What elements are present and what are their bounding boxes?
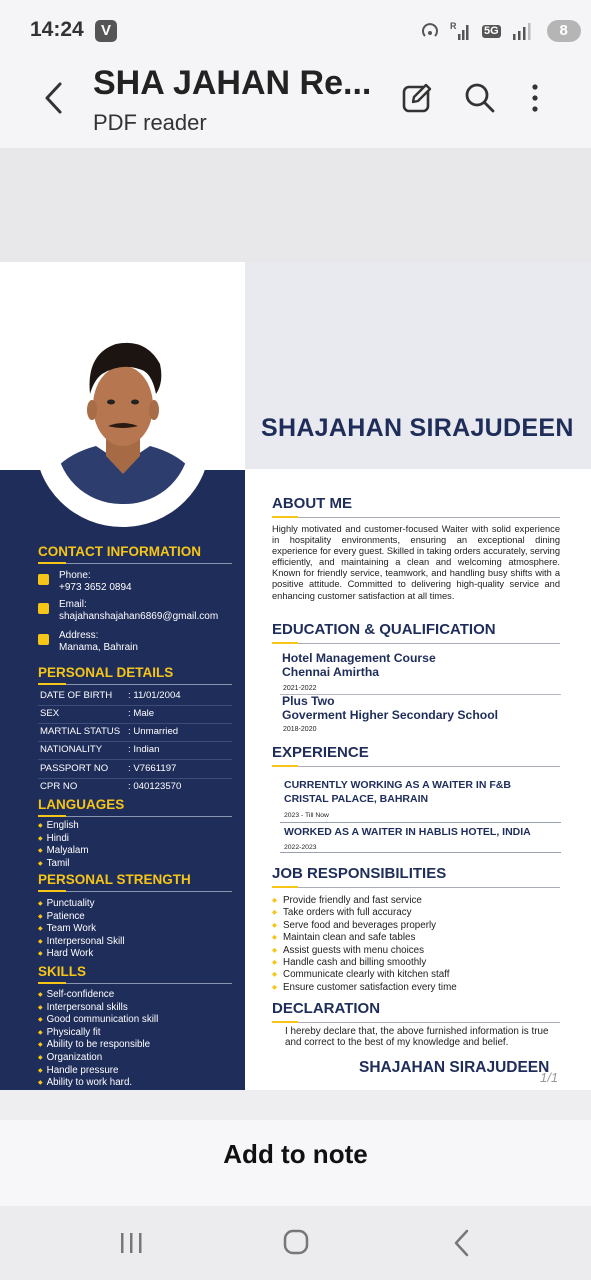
job-responsibilities-heading: JOB RESPONSIBILITIES <box>272 865 447 882</box>
detail-row: DATE OF BIRTH : 11/01/2004 <box>40 690 181 701</box>
detail-row: PASSPORT NO : V7661197 <box>40 763 177 774</box>
list-item: ◆ Handle cash and billing smoothly <box>272 957 457 969</box>
languages-list <box>38 820 89 870</box>
add-to-note-bar <box>0 1120 591 1206</box>
list-item: ◆ Assist guests with menu choices <box>272 945 457 957</box>
divider <box>38 705 232 706</box>
divider <box>38 759 232 760</box>
divider <box>280 822 561 823</box>
list-item: ◆ Physically fit <box>38 1027 158 1040</box>
divider <box>38 891 232 892</box>
back-arrow-icon[interactable] <box>36 78 76 118</box>
home-icon[interactable] <box>278 1228 314 1258</box>
declaration-heading: DECLARATION <box>272 1000 381 1017</box>
education-heading: EDUCATION & QUALIFICATION <box>272 621 496 638</box>
skills-list <box>38 989 158 1090</box>
list-item: ◆ Organization <box>38 1052 158 1065</box>
detail-row: SEX : Male <box>40 708 155 719</box>
list-item: ◆ Hindi <box>38 833 89 846</box>
job-responsibilities-list <box>272 895 457 994</box>
divider <box>38 778 232 779</box>
signature-name: SHAJAHAN SIRAJUDEEN <box>359 1059 550 1076</box>
list-item: ◆ Serve food and beverages properly <box>272 920 457 932</box>
app-notification-badge: V <box>95 20 117 42</box>
document-subtitle: PDF reader <box>93 110 207 135</box>
declaration-text: I hereby declare that, the above furnished information is true and correct to the best of my knowledge and belief. <box>285 1026 549 1049</box>
skills-heading: SKILLS <box>38 964 87 979</box>
divider <box>38 741 232 742</box>
divider <box>38 684 232 685</box>
education-years: 2021-2022 <box>283 685 317 692</box>
list-item: ◆ Ability to be responsible <box>38 1039 158 1052</box>
document-title: SHA JAHAN Re... <box>93 64 372 102</box>
resume-name: SHAJAHAN SIRAJUDEEN <box>261 414 574 442</box>
list-item: ◆ Patience <box>38 911 125 924</box>
signal-roaming-icon <box>450 20 472 42</box>
personal-details-heading: PERSONAL DETAILS <box>38 665 174 680</box>
divider <box>38 563 232 564</box>
experience-years: 2022-2023 <box>284 844 317 851</box>
page-indicator: 1/1 <box>540 1070 559 1085</box>
experience-item: WORKED AS A WAITER IN HABLIS HOTEL, INDIA <box>284 826 531 838</box>
divider <box>38 983 232 984</box>
list-item: ◆ Hard Work <box>38 948 125 961</box>
app-header <box>0 60 591 148</box>
pdf-viewer-background <box>0 1090 591 1120</box>
pdf-page[interactable]: SHAJAHAN SIRAJUDEEN CONTACT INFORMATION Phone: +973 3652 0894 Email: shajahanshajahan6869@gmail.com Address: Manama, Bahrain PERSONAL DETAILS DATE OF BIRTH : 11/01/2004 SEX : Male MARTIAL STATUS : Unmarried NATIONALITY : Indian PASSPORT NO : V7661197 CPR NO : 040123570 LANGUAGES ◆ English ◆ Hindi ◆ Malyalam ◆ Tamil PERSONAL STRENGTH ◆ Punctuality ◆ Patience ◆ Team Work ◆ Interpersonal Skill ◆ Hard Work SKILLS ◆ Self-confidence ◆ Interpersonal skills ◆ Good communication skill ◆ Physically fit ◆ Ability to be responsible ◆ Organization ◆ Handle pressure ◆ Ability to work hard. ABOUT ME Highly motivated and customer-focused Waiter with solid experience in hospitality environments, ensuring an exceptional dining experience for every guest. Skilled in taking orders accurately, serving efficiently, and maintaining a clean and welcoming atmosphere. Known for friendly service, teamwork, and handling busy shifts with a positive attitude. Committed to delivering high-quality service and enhancing customer satisfaction at all times. EDUCATION & QUALIFICATION Hotel Management Course Chennai Amirtha 2021-2022 Plus Two Goverment Higher Secondary School 2018-2020 EXPERIENCE CURRENTLY WORKING AS A WAITER IN F&B CRISTAL PALACE, BAHRAIN 2023 - Till Now WORKED AS A WAITER IN HABLIS HOTEL, INDIA 2022-2023 JOB RESPONSIBILITIES ◆ Provide friendly and fast service ◆ Take orders with full accuracy ◆ Serve food and beverages properly ◆ Maintain clean and safe tables ◆ Assist guests with menu choices ◆ Handle cash and billing smoothly ◆ Communicate clearly with kitchen staff ◆ Ensure customer satisfaction every time DECLARATION I hereby declare that, the above furnished information is true and correct to the best of my knowledge and belief. SHAJAHAN SIRAJUDEEN 1/1 <box>0 262 591 1090</box>
education-item: Hotel Management Course Chennai Amirtha <box>282 651 436 679</box>
more-options-icon[interactable] <box>517 80 553 116</box>
location-icon <box>38 634 49 645</box>
list-item: ◆ Punctuality <box>38 898 125 911</box>
name-banner <box>245 262 591 469</box>
list-item: ◆ Self-confidence <box>38 989 158 1002</box>
divider <box>280 852 561 853</box>
divider <box>272 517 560 518</box>
list-item: ◆ Good communication skill <box>38 1014 158 1027</box>
status-bar <box>0 0 591 60</box>
divider <box>38 723 232 724</box>
list-item: ◆ Malyalam <box>38 845 89 858</box>
list-item: ◆ Take orders with full accuracy <box>272 907 457 919</box>
network-type: 5G <box>484 24 499 37</box>
detail-row: MARTIAL STATUS : Unmarried <box>40 726 179 737</box>
list-item: ◆ Handle pressure <box>38 1065 158 1078</box>
list-item: ◆ Interpersonal skills <box>38 1002 158 1015</box>
system-navigation-bar <box>0 1206 591 1280</box>
experience-item: CURRENTLY WORKING AS A WAITER IN F&B CRISTAL PALACE, BAHRAIN <box>284 779 511 805</box>
svg-text:R: R <box>450 21 457 31</box>
about-heading: ABOUT ME <box>272 495 352 512</box>
add-to-note-button[interactable]: Add to note <box>223 1139 368 1169</box>
divider <box>38 816 232 817</box>
languages-heading: LANGUAGES <box>38 797 125 812</box>
list-item: ◆ Maintain clean and safe tables <box>272 932 457 944</box>
list-item: ◆ Communicate clearly with kitchen staff <box>272 969 457 981</box>
profile-photo <box>56 314 190 504</box>
divider <box>272 643 560 644</box>
list-item: ◆ Team Work <box>38 923 125 936</box>
list-item: ◆ Tamil <box>38 858 89 871</box>
about-text: Highly motivated and customer-focused Waiter with solid experience in hospitality environments, ensuring an exceptional dining experience for every guest. Skilled in taking orders accurately, serving efficiently, and maintaining a clean and welcoming atmosphere. Known for friendly service, teamwork, and handling busy shifts with a positive attitude. Committed to delivering high-quality service and enhancing customer satisfaction at all times. <box>272 524 560 601</box>
phone-icon <box>38 574 49 585</box>
battery-indicator: 8 <box>547 20 581 42</box>
strength-list <box>38 898 125 961</box>
detail-row: NATIONALITY : Indian <box>40 744 160 755</box>
email-icon <box>38 603 49 614</box>
system-icons <box>420 18 581 44</box>
list-item: ◆ English <box>38 820 89 833</box>
back-nav-icon[interactable] <box>444 1228 480 1258</box>
divider <box>272 766 560 767</box>
contact-heading: CONTACT INFORMATION <box>38 544 201 559</box>
experience-years: 2023 - Till Now <box>284 812 329 819</box>
pdf-viewer-background <box>0 148 591 262</box>
recent-apps-icon[interactable] <box>113 1228 149 1258</box>
experience-heading: EXPERIENCE <box>272 744 369 761</box>
divider <box>272 1022 560 1023</box>
list-item: ◆ Ability to work hard. <box>38 1077 158 1090</box>
education-years: 2018-2020 <box>283 726 317 733</box>
clock: 14:24 <box>30 18 84 41</box>
edit-icon[interactable] <box>399 80 435 116</box>
hotspot-icon <box>420 21 440 41</box>
personal-strength-heading: PERSONAL STRENGTH <box>38 872 191 887</box>
list-item: ◆ Interpersonal Skill <box>38 936 125 949</box>
education-item: Plus Two Goverment Higher Secondary School <box>282 694 499 722</box>
search-icon[interactable] <box>462 80 498 116</box>
signal-icon <box>511 21 531 41</box>
list-item: ◆ Ensure customer satisfaction every time <box>272 982 457 994</box>
divider <box>272 887 560 888</box>
detail-row: CPR NO : 040123570 <box>40 781 182 792</box>
list-item: ◆ Provide friendly and fast service <box>272 895 457 907</box>
